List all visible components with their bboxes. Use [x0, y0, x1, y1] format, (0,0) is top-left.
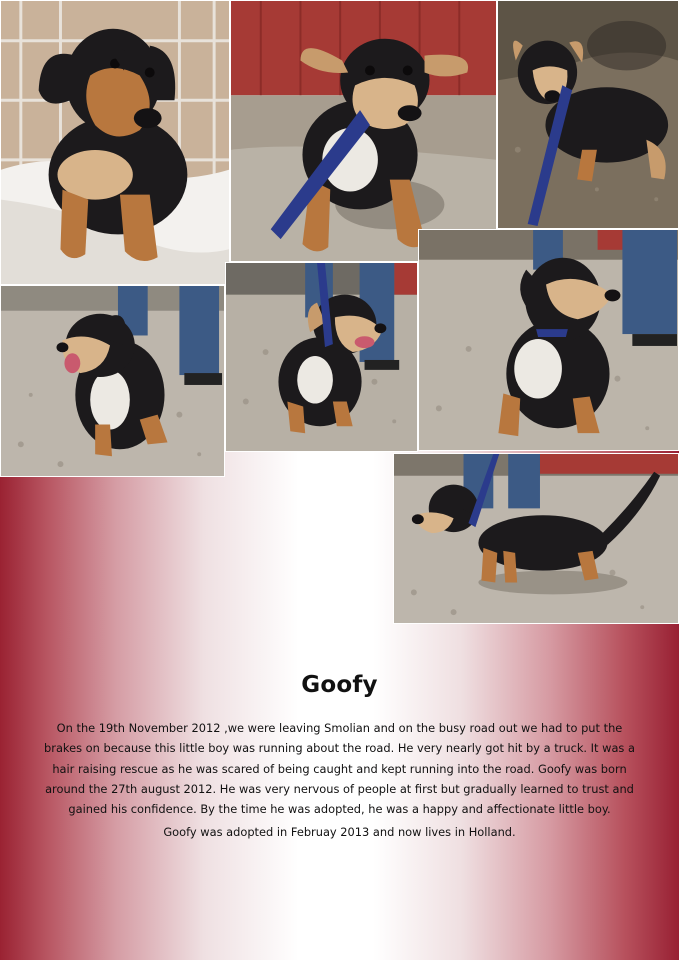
photo-puppy-on-ground — [497, 0, 679, 229]
photo-puppy-sitting-center — [225, 262, 418, 452]
page-title: Goofy — [301, 672, 378, 698]
puppy-red-fence-image — [231, 1, 496, 261]
puppy-on-ground-image — [498, 1, 678, 228]
photo-puppy-standing — [393, 453, 679, 624]
photo-puppy-sitting-right — [418, 229, 679, 451]
puppy-sitting-center-image — [226, 263, 417, 451]
puppy-in-crate-image — [1, 1, 229, 284]
story-section — [40, 672, 639, 842]
puppy-sitting-left-image — [1, 286, 224, 476]
puppy-sitting-right-image — [419, 230, 678, 450]
photo-puppy-sitting-left — [0, 285, 225, 477]
photo-puppy-in-crate — [0, 0, 230, 285]
adoption-note: Goofy was adopted in Februay 2013 and now lives in Holland. — [163, 825, 516, 840]
puppy-standing-image — [394, 454, 678, 623]
story-text: On the 19th November 2012 ,we were leaving Smolian and on the busy road out we had to put the brakes on because this little boy was running about the road. He very nearly got hit by a truck. It was a hair raising rescue as he was scared of being caught and kept running into the road. Goofy was born around the 27th august 2012. He was very nervous of people at first but gradually learned to trust and gained his confidence. By the time he was adopted, he was a happy and affectionate little boy. — [44, 721, 635, 817]
photo-puppy-red-fence — [230, 0, 497, 262]
